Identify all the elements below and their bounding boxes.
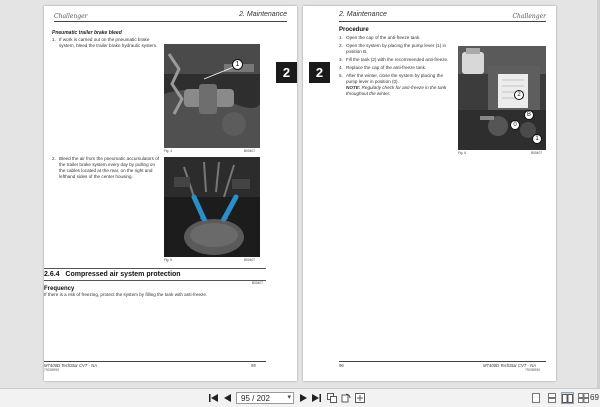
fit-page-icon [355, 393, 365, 403]
brake-bleed-text [52, 30, 160, 49]
first-page-icon [209, 394, 218, 402]
two-page-continuous-button[interactable] [577, 392, 589, 404]
figure-caption: Fig. 4 [164, 149, 172, 153]
copy-button[interactable] [326, 392, 337, 404]
page-number: 96 [339, 363, 344, 368]
section-code: B00407 [252, 281, 263, 285]
note: NOTE: Regularly check for anti-freeze in the tank throughout the winter. [346, 85, 447, 96]
brake-valve-photo [164, 44, 260, 148]
subheading: Pneumatic trailer brake bleed [52, 30, 122, 36]
next-page-icon [300, 394, 307, 402]
figure-code: B00407 [531, 151, 542, 155]
procedure-title: Procedure [339, 27, 369, 33]
page-95 [44, 6, 297, 381]
last-page-button[interactable] [311, 392, 321, 404]
list-item: 4. Replace the cap of the anti-freeze tank. [339, 65, 427, 70]
figure-code: B00407 [244, 149, 255, 153]
callout-b: B [524, 110, 534, 120]
callout-2: 2 [514, 90, 524, 100]
fit-page-button[interactable] [354, 392, 365, 404]
list-item: 5. After the winter, close the system by placing the pump lever in position (0). [339, 73, 444, 84]
zoom-level[interactable]: 69 [590, 393, 599, 402]
footer-rule [339, 361, 546, 362]
accumulator-text [52, 156, 160, 180]
single-page-view-button[interactable] [530, 392, 541, 404]
rotate-icon [341, 393, 351, 403]
page-number: 95 [251, 363, 256, 368]
two-page-icon [562, 394, 573, 403]
two-page-view-button[interactable] [561, 392, 574, 404]
continuous-page-icon [548, 393, 556, 403]
two-page-continuous-icon [578, 393, 589, 403]
rotate-button[interactable] [340, 392, 351, 404]
prev-page-icon [224, 394, 231, 402]
prev-page-button[interactable] [222, 392, 232, 404]
list-item: 1. If work is carried out on the pneumatic brake system, bleed the trailer brake hydraulic system. [52, 37, 158, 48]
list-item: 3. Fill the tank (2) with the recommended anti-freeze. [339, 57, 449, 62]
section-rule [44, 280, 266, 281]
callout-0: 0 [510, 120, 520, 130]
chevron-down-icon[interactable]: ▾ [287, 394, 291, 401]
chapter-tab: 2 [276, 62, 297, 83]
page-96 [303, 6, 556, 381]
footer-code: 79035950 [525, 368, 541, 372]
brand-logo: Challenger [54, 13, 88, 20]
accumulator-photo [164, 157, 260, 257]
figure-6-image [458, 46, 546, 150]
header-rule [54, 21, 287, 22]
list-item: 2. Bleed the air from the pneumatic accumulators of the trailer brake system every day by pulling on the cables located at the rear, on the right and lefthand sides of the center housing. [52, 156, 160, 179]
chapter-tab: 2 [309, 62, 330, 83]
footer-code: 79035950 [44, 368, 60, 372]
list-item: 2. Open the system by placing the pump lever (1) in position B. [339, 43, 447, 54]
procedure-block [339, 27, 451, 97]
chapter-title: 2. Maintenance [339, 11, 387, 18]
figure-code: B00407 [244, 258, 255, 262]
first-page-button[interactable] [208, 392, 218, 404]
brand-logo: Challenger [512, 13, 546, 20]
next-page-button[interactable] [298, 392, 308, 404]
continuous-view-button[interactable] [546, 392, 557, 404]
footer-model: MT400D TechStar CVT - NA [483, 363, 536, 368]
viewer-toolbar [0, 388, 600, 407]
page-header [44, 6, 297, 28]
figure-caption: Fig. 6 [458, 151, 466, 155]
figure-4-image [164, 44, 260, 148]
frequency-text: If there is a risk of freezing, protect the system by filling the tank with anti-freeze. [44, 292, 208, 297]
figure-5-image [164, 157, 260, 257]
last-page-icon [312, 394, 321, 402]
frequency-title: Frequency [44, 286, 75, 292]
section-rule [44, 268, 266, 269]
callout-1: 1 [532, 134, 542, 144]
page-number-input[interactable]: 95 / 202 ▾ [236, 392, 294, 404]
header-rule [339, 21, 546, 22]
page-header [303, 6, 556, 28]
figure-caption: Fig. 5 [164, 258, 172, 262]
footer-rule [44, 361, 266, 362]
list-item: 1. Open the cap of the anti-freeze tank. [339, 35, 421, 40]
copy-icon [327, 393, 337, 403]
section-heading: 2.6.4 Compressed air system protection [44, 271, 181, 278]
frequency-block [44, 286, 266, 298]
chapter-title: 2. Maintenance [239, 11, 287, 18]
callout-1: 1 [232, 59, 243, 70]
footer-model: MT400D TechStar CVT - NA [44, 363, 97, 368]
single-page-icon [532, 393, 540, 403]
